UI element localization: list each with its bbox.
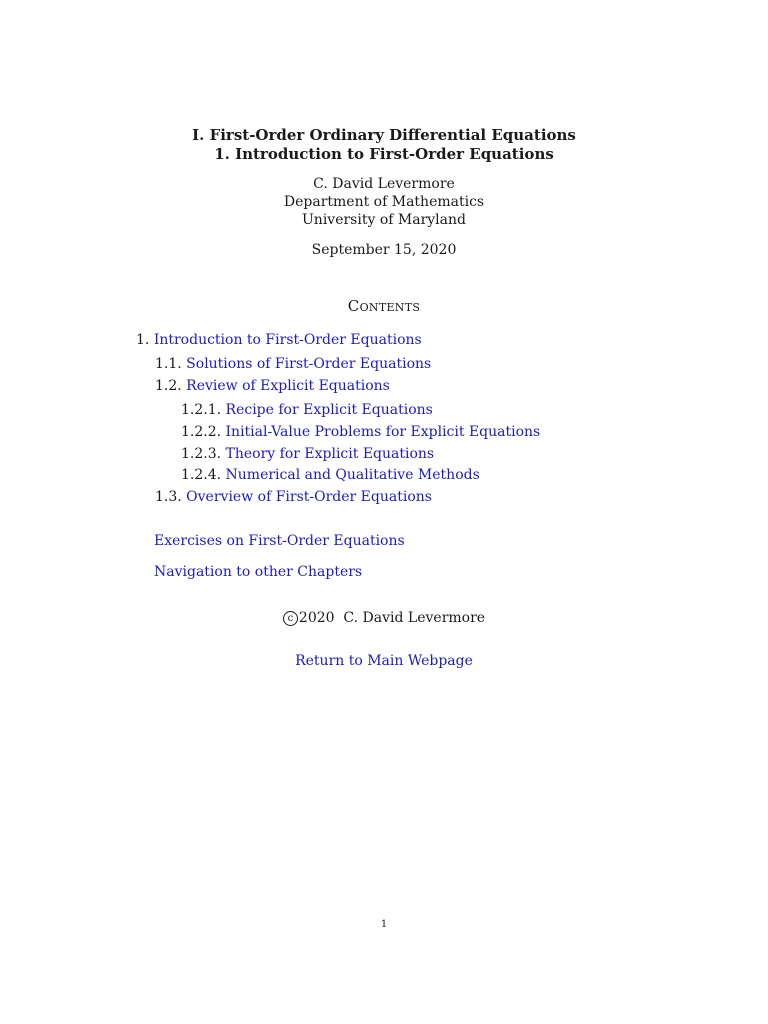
toc-item-1-2-3[interactable] (181, 446, 434, 462)
toc-item-1-2-4[interactable] (181, 467, 480, 483)
page-number: 1 (380, 919, 388, 930)
toc-item-number: 1. (136, 332, 150, 348)
toc-item-link[interactable]: Numerical and Qualitative Methods (225, 467, 480, 483)
copyright-line (0, 610, 768, 626)
toc-item-link[interactable]: Overview of First-Order Equations (186, 489, 432, 505)
toc-item-number: 1.2.1. (181, 402, 222, 418)
return-link-wrapper (0, 653, 768, 669)
toc-item-number: 1.2.3. (181, 446, 222, 462)
copyright-icon: c (283, 611, 298, 626)
toc-item-link[interactable]: Review of Explicit Equations (186, 378, 390, 394)
return-main-webpage-link[interactable]: Return to Main Webpage (295, 653, 473, 669)
toc-item-number: 1.2.4. (181, 467, 222, 483)
toc-item-link[interactable]: Theory for Explicit Equations (225, 446, 435, 462)
author-name: C. David Levermore (313, 176, 455, 192)
toc-item-number: 1.3. (155, 489, 182, 505)
contents-heading: Contents (347, 297, 421, 315)
toc-item-link[interactable]: Recipe for Explicit Equations (225, 402, 433, 418)
title-line-2: 1. Introduction to First-Order Equations (214, 145, 554, 163)
toc-item-link[interactable]: Introduction to First-Order Equations (153, 332, 422, 348)
toc-item-1-2[interactable] (155, 378, 390, 394)
author-university: University of Maryland (302, 212, 466, 228)
toc-item-number: 1.2.2. (181, 424, 222, 440)
toc-item-number: 1.1. (155, 356, 182, 372)
title-line-1: I. First-Order Ordinary Differential Equations (192, 126, 576, 144)
exercises-link[interactable]: Exercises on First-Order Equations (154, 533, 405, 549)
toc-item-1-2-1[interactable] (181, 402, 433, 418)
copyright-text: 2020 C. David Levermore (298, 610, 486, 626)
toc-item-1-1[interactable] (155, 356, 431, 372)
toc-item-number: 1.2. (155, 378, 182, 394)
toc-item-1-2-2[interactable] (181, 424, 540, 440)
author-department: Department of Mathematics (283, 194, 485, 210)
document-date: September 15, 2020 (311, 242, 457, 258)
navigation-link[interactable]: Navigation to other Chapters (154, 564, 363, 580)
toc-item-link[interactable]: Solutions of First-Order Equations (186, 356, 432, 372)
toc-item-1-3[interactable] (155, 489, 432, 505)
toc-item-1[interactable] (136, 332, 422, 348)
toc-item-link[interactable]: Initial-Value Problems for Explicit Equations (225, 424, 541, 440)
